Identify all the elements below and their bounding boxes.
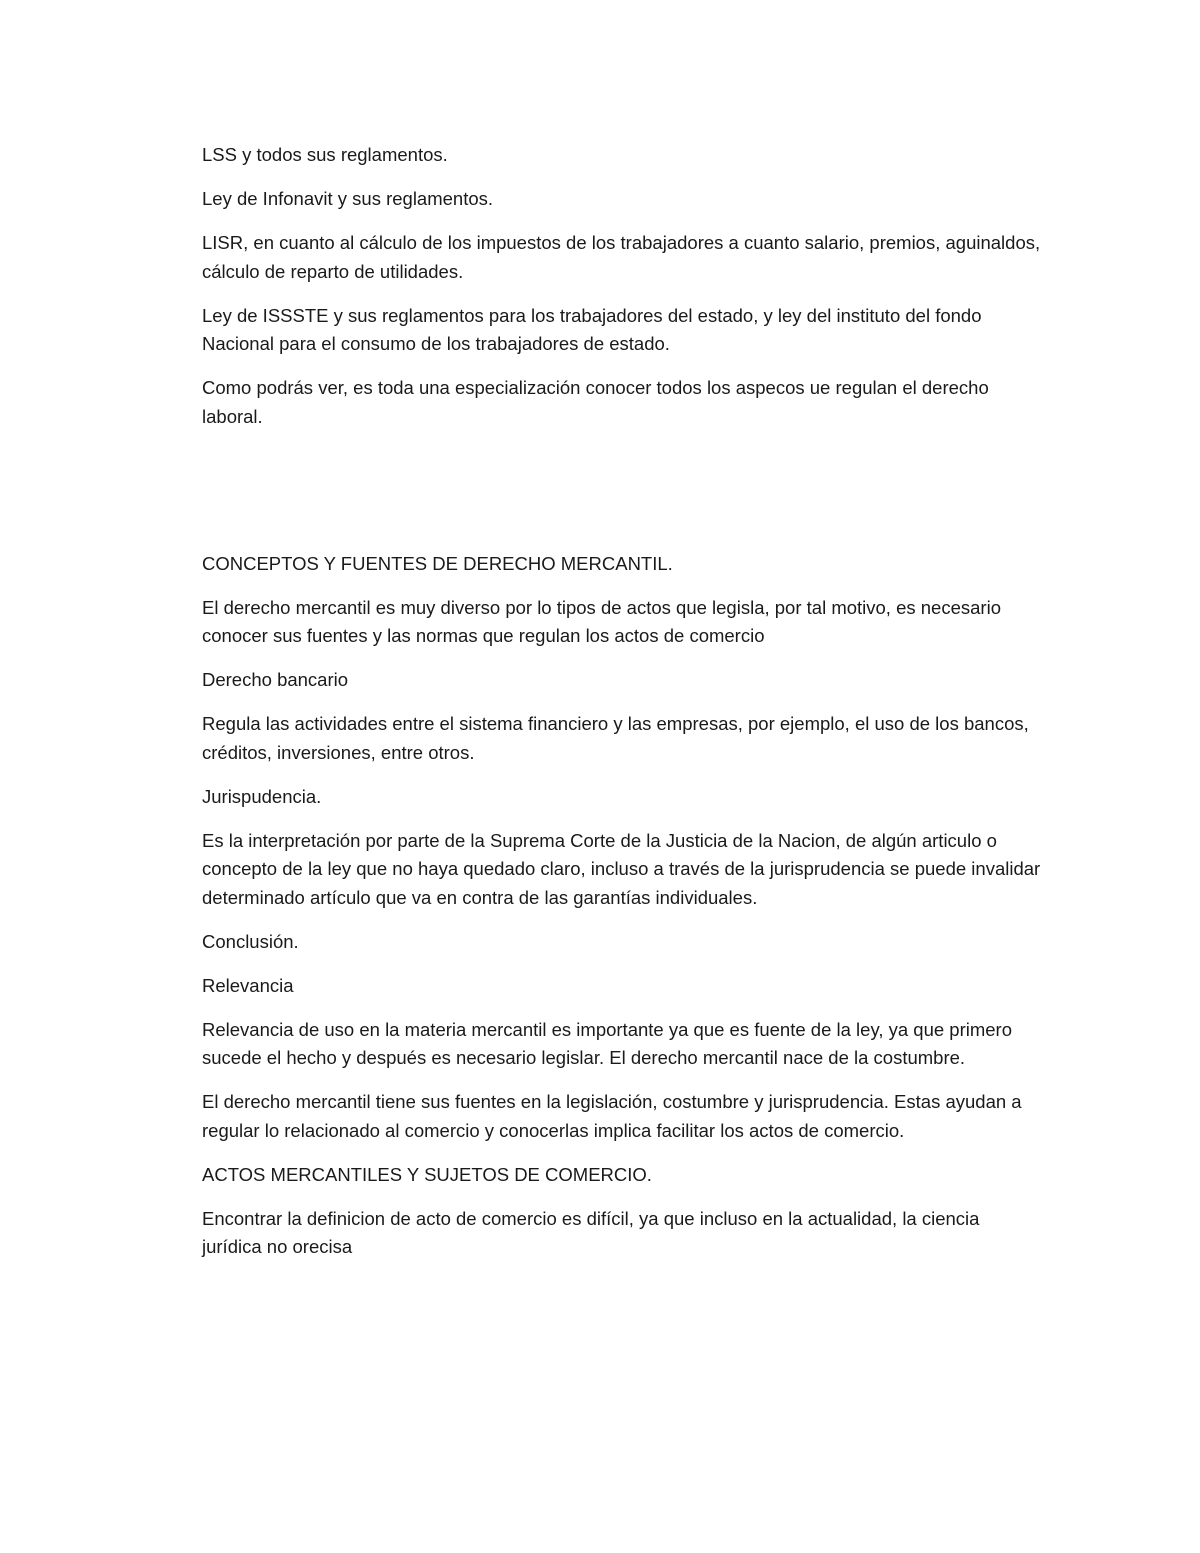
- paragraph-derecho-mercantil-diverso: El derecho mercantil es muy diverso por lo tipos de actos que legisla, por tal motivo, es necesario conocer sus fuentes y las normas que regulan los actos de comercio: [202, 596, 1001, 646]
- paragraph-relevancia-uso: Relevancia de uso en la materia mercantil es importante ya que es fuente de la ley, ya que primero sucede el hecho y después es necesario legislar. El derecho mercantil nace de la costumbre.: [202, 1018, 1012, 1068]
- heading-conclusion: Conclusión.: [202, 930, 299, 952]
- paragraph-lss: LSS y todos sus reglamentos.: [202, 144, 448, 165]
- paragraph-infonavit: Ley de Infonavit y sus reglamentos.: [202, 188, 494, 209]
- paragraph-lisr: LISR, en cuanto al cálculo de los impuestos de los trabajadores a cuanto salario, premios, aguinaldos, cálculo de reparto de utilidades.: [202, 232, 1041, 282]
- paragraph-especializacion: Como podrás ver, es toda una especialización conocer todos los aspecos ue regulan el derecho laboral.: [202, 377, 989, 427]
- heading-derecho-bancario: Derecho bancario: [202, 669, 349, 690]
- paragraph-definicion-acto: Encontrar la definicion de acto de comercio es difícil, ya que incluso en la actualidad, la ciencia jurídica no orecisa: [202, 1207, 980, 1257]
- paragraph-interpretacion: Es la interpretación por parte de la Suprema Corte de la Justicia de la Nacion, de algún articulo o concepto de la ley que no haya quedado claro, incluso a través de la jurisprudencia se puede invalidar determinado artículo que va en contra de las garantías individuales.: [202, 829, 1041, 908]
- heading-conceptos-fuentes: CONCEPTOS Y FUENTES DE DERECHO MERCANTIL.: [202, 552, 673, 574]
- heading-relevancia: Relevancia: [202, 974, 294, 996]
- heading-actos-mercantiles: ACTOS MERCANTILES Y SUJETOS DE COMERCIO.: [202, 1163, 652, 1185]
- paragraph-regula-actividades: Regula las actividades entre el sistema financiero y las empresas, por ejemplo, el uso de los bancos, créditos, inversiones, entre otros.: [202, 713, 1029, 763]
- document-body: [202, 141, 1042, 1277]
- section-gap: [202, 447, 1042, 550]
- paragraph-issste: Ley de ISSSTE y sus reglamentos para los trabajadores del estado, y ley del instituto del fondo Nacional para el consumo de los trabajadores de estado.: [202, 304, 982, 354]
- paragraph-fuentes-legislacion: El derecho mercantil tiene sus fuentes en la legislación, costumbre y jurisprudencia. Estas ayudan a regular lo relacionado al comercio y conocerlas implica facilitar los actos de comercio.: [202, 1091, 1022, 1141]
- heading-jurispudencia: Jurispudencia.: [202, 785, 322, 807]
